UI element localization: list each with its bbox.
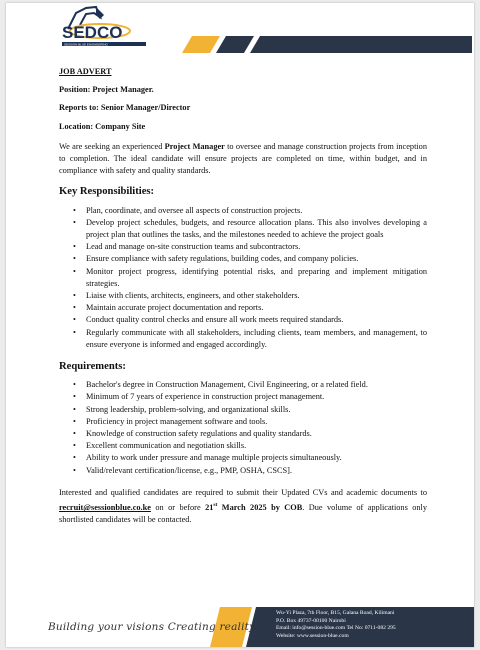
requirements-heading: Requirements:: [59, 361, 126, 373]
requirement-item: • Valid/relevant certification/license, e.g., PMP, OSHA, CSCS].: [86, 465, 427, 477]
responsibility-item: • Monitor project progress, identifying potential risks, and preparing and implement mitigation strategies.: [86, 266, 427, 290]
responsibility-item: • Ensure compliance with safety regulations, building codes, and company policies.: [86, 253, 427, 265]
logo-text: SEDCO: [62, 23, 123, 42]
document-page: [6, 3, 474, 647]
address-line: Wu-Yi Plaza, 7th Floor, B15, Galana Road, Kilimani: [276, 610, 395, 616]
responsibility-item: • Liaise with clients, architects, engineers, and other stakeholders.: [86, 290, 427, 302]
responsibilities-heading: Key Responsibilities:: [59, 186, 155, 198]
closing-paragraph: Interested and qualified candidates are required to submit their Updated CVs and academic documents to recruit@sessionblue.co.ke on or before 21st March 2025 by COB. Due volume of applications only shortlisted candidates will be contacted.: [59, 487, 427, 525]
company-logo: [56, 5, 146, 53]
requirement-item: • Excellent communication and negotiation skills.: [86, 440, 427, 452]
position-line: Position: Project Manager.: [59, 85, 154, 95]
reports-to-line: Reports to: Senior Manager/Director: [59, 103, 191, 113]
contact-line: Email: info@session-blue.com Tel No: 0711-082 295: [276, 625, 396, 632]
requirement-item: • Ability to work under pressure and manage multiple projects simultaneously.: [86, 452, 427, 464]
application-email-link[interactable]: recruit@sessionblue.co.ke: [59, 502, 151, 512]
requirement-item: • Minimum of 7 years of experience in construction project management.: [86, 391, 427, 403]
footer-tagline: Building your visions Creating reality: [48, 621, 256, 633]
po-box-line: P.O. Box 49737-00100 Nairobi: [276, 617, 346, 624]
intro-paragraph: We are seeking an experienced Project Manager to oversee and manage construction projects from inception to completion. The ideal candidate will ensure projects are completed on time, within budget, and in compliance with safety and quality standards.: [59, 141, 427, 176]
responsibility-item: • Conduct quality control checks and ensure all work meets required standards.: [86, 314, 427, 326]
requirement-item: • Strong leadership, problem-solving, and organizational skills.: [86, 404, 427, 416]
requirement-item: • Knowledge of construction safety regulations and quality standards.: [86, 428, 427, 440]
responsibility-item: • Lead and manage on-site construction teams and subcontractors.: [86, 241, 427, 253]
responsibilities-list: [59, 205, 427, 351]
logo-subtext: SESSION BLUE ENGINEERING: [64, 42, 108, 47]
requirement-item: • Proficiency in project management software and tools.: [86, 416, 427, 428]
intro-role: Project Manager: [164, 141, 225, 151]
requirements-list: [59, 379, 427, 477]
responsibility-item: • Plan, coordinate, and oversee all aspects of construction projects.: [86, 205, 427, 217]
requirement-item: • Bachelor's degree in Construction Management, Civil Engineering, or a related field.: [86, 379, 427, 391]
advert-body: [59, 66, 427, 526]
deadline: 21st March 2025 by COB: [205, 502, 303, 512]
location-line: Location: Company Site: [59, 121, 146, 131]
responsibility-item: • Develop project schedules, budgets, and resource allocation plans. This also involves developing a project plan that outlines the tasks, and the milestones needed to achieve the project goals: [86, 217, 427, 241]
website-line: Website: www.session-blue.com: [276, 632, 349, 639]
advert-title: JOB ADVERT: [59, 67, 112, 76]
footer-address: [276, 610, 396, 640]
footer-band: [6, 577, 474, 647]
header-stripes: [182, 36, 472, 53]
responsibility-item: • Regularly communicate with all stakeholders, including clients, team members, and management, to ensure everyone is informed and engaged accordingly.: [86, 327, 427, 351]
responsibility-item: • Maintain accurate project documentation and reports.: [86, 302, 427, 314]
